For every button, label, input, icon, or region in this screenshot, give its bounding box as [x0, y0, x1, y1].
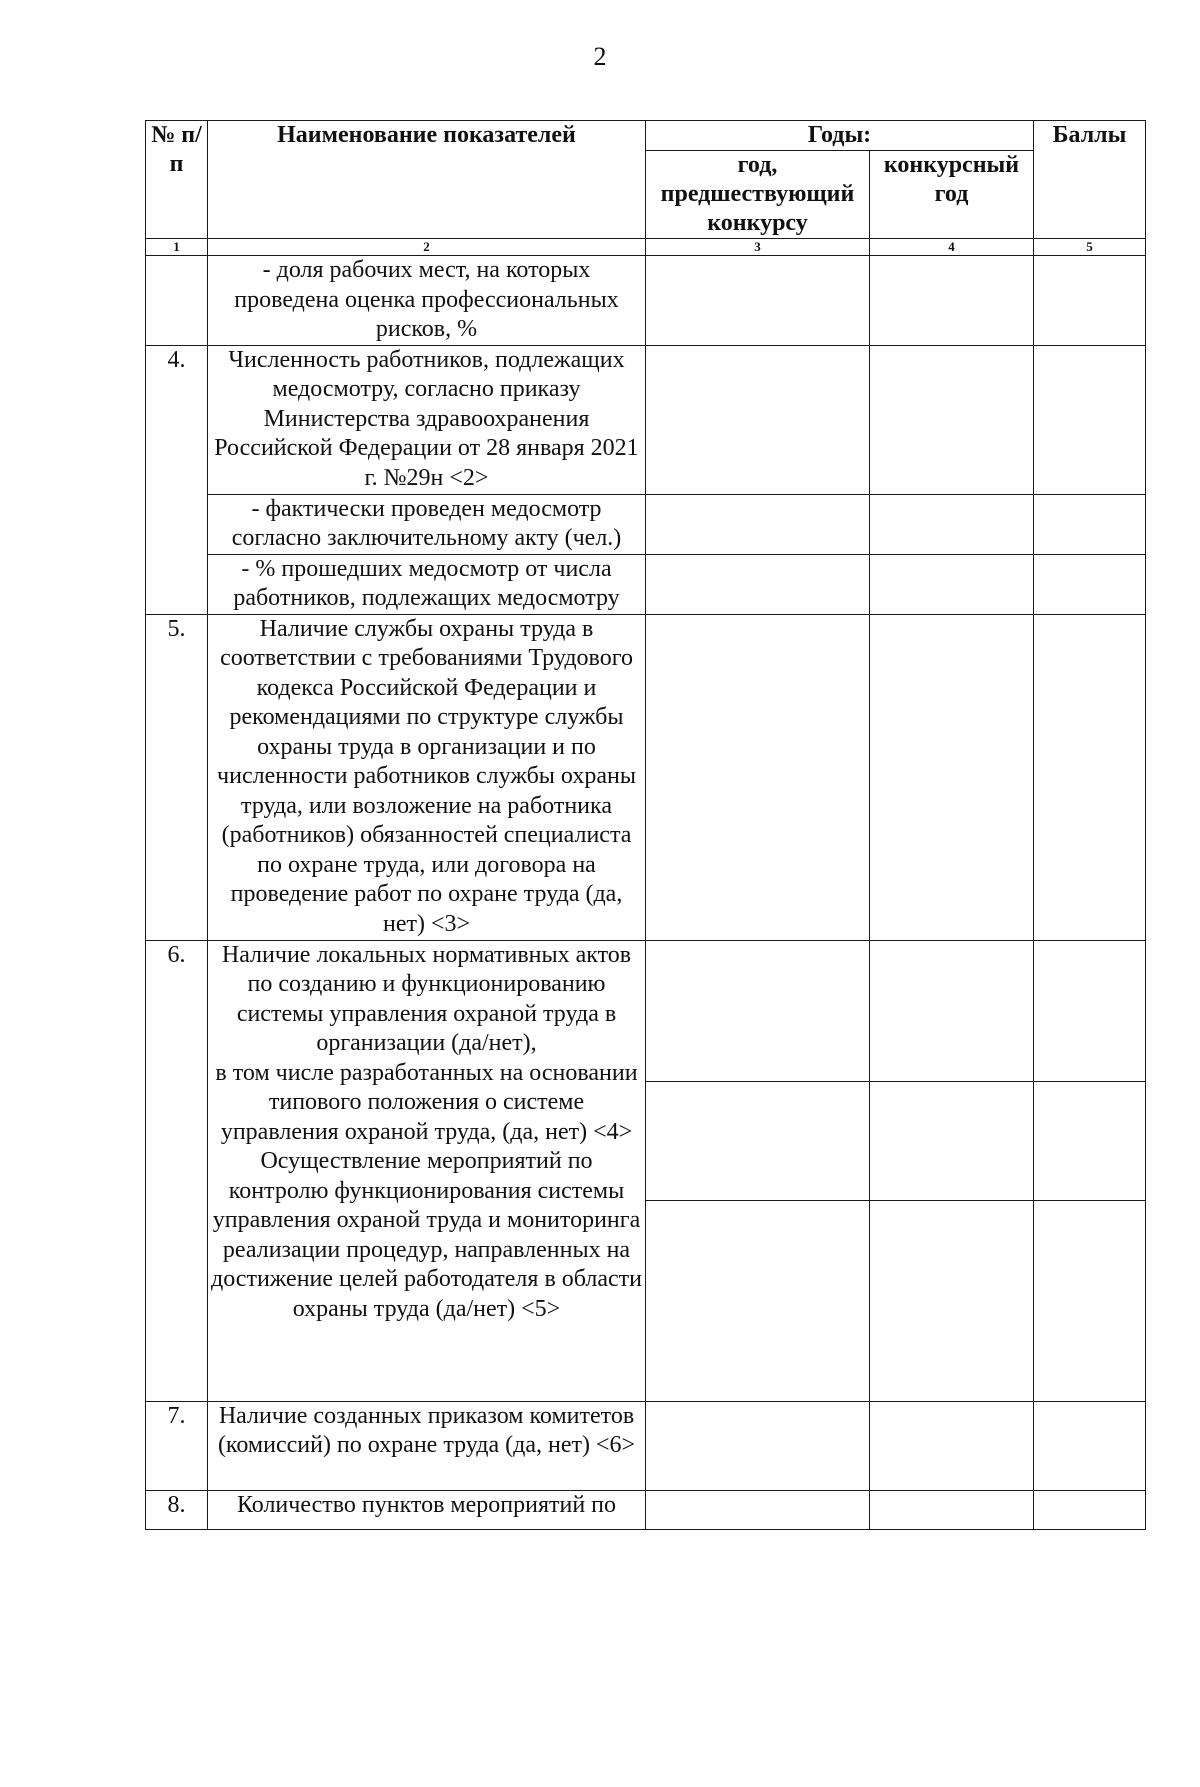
- value-prev-year: [646, 1200, 870, 1401]
- value-contest-year: [870, 1081, 1034, 1200]
- indicators-table: [145, 120, 1146, 1530]
- value-contest-year: [870, 1401, 1034, 1490]
- value-prev-year: [646, 1401, 870, 1490]
- value-prev-year: [646, 256, 870, 346]
- table-row: [146, 614, 1146, 940]
- column-number-1: 1: [146, 239, 208, 256]
- header-indicator-name: Наименование показателей: [208, 121, 646, 239]
- value-prev-year: [646, 614, 870, 940]
- value-prev-year: [646, 345, 870, 494]
- table-row: [146, 940, 1146, 1081]
- value-contest-year: [870, 940, 1034, 1081]
- header-years: Годы:: [646, 121, 1034, 151]
- page-number: 2: [593, 42, 607, 71]
- table-row: [146, 1401, 1146, 1490]
- value-points: [1034, 494, 1146, 554]
- value-contest-year: [870, 614, 1034, 940]
- value-points: [1034, 1401, 1146, 1490]
- value-points: [1034, 345, 1146, 494]
- value-contest-year: [870, 494, 1034, 554]
- header-number: № п/п: [146, 121, 208, 239]
- row-number: 4.: [146, 345, 208, 614]
- value-contest-year: [870, 554, 1034, 614]
- header-previous-year: год, предшествующий конкурсу: [646, 151, 870, 239]
- value-points: [1034, 940, 1146, 1081]
- row-number: 7.: [146, 1401, 208, 1490]
- value-contest-year: [870, 256, 1034, 346]
- row-number-cell: [146, 256, 208, 346]
- management-system-monitoring: Осуществление мероприятий по контролю функционирования системы управления охраной труда и мониторинга реализации процедур, направленных на достижение целей работодателя в области охраны труда (да/нет) <5>: [211, 1148, 643, 1322]
- row-number: 5.: [146, 614, 208, 940]
- local-regulations-existence: Наличие локальных нормативных актов по созданию и функционированию системы управления охраной труда в организации (да/нет),: [221, 941, 632, 1056]
- column-number-4: 4: [870, 239, 1034, 256]
- row-number: 8.: [146, 1490, 208, 1529]
- value-points: [1034, 256, 1146, 346]
- header-points: Баллы: [1034, 121, 1146, 239]
- table-row: [146, 256, 1146, 346]
- column-number-3: 3: [646, 239, 870, 256]
- value-prev-year: [646, 494, 870, 554]
- table-row: [146, 554, 1146, 614]
- value-prev-year: [646, 940, 870, 1081]
- header-contest-year: конкурсный год: [870, 151, 1034, 239]
- labor-safety-committees: Наличие созданных приказом комитетов (комиссий) по охране труда (да, нет) <6>: [208, 1401, 646, 1490]
- value-contest-year: [870, 1200, 1034, 1401]
- risk-assessment-share: - доля рабочих мест, на которых проведена оценка профессиональных рисков, %: [208, 256, 646, 346]
- medical-exam-percent: - % прошедших медосмотр от числа работников, подлежащих медосмотру: [208, 554, 646, 614]
- value-points: [1034, 614, 1146, 940]
- table-row: [146, 494, 1146, 554]
- value-prev-year: [646, 1490, 870, 1529]
- activity-items-count: Количество пунктов мероприятий по: [208, 1490, 646, 1529]
- value-contest-year: [870, 1490, 1034, 1529]
- value-prev-year: [646, 554, 870, 614]
- value-points: [1034, 1200, 1146, 1401]
- local-regulations-typical-provision: в том числе разработанных на основании типового положения о системе управления охраной труда, (да, нет) <4>: [215, 1059, 638, 1145]
- labor-safety-service: Наличие службы охраны труда в соответствии с требованиями Трудового кодекса Российской Федерации и рекомендациями по структуре службы охраны труда в организации и по численности работников службы охраны труда, или возложение на работника (работников) обязанностей специалиста по охране труда, или договора на проведение работ по охране труда (да, нет) <3>: [208, 614, 646, 940]
- value-points: [1034, 1490, 1146, 1529]
- local-regulations: [208, 940, 646, 1401]
- value-points: [1034, 554, 1146, 614]
- row-number: 6.: [146, 940, 208, 1401]
- medical-exam-completed: - фактически проведен медосмотр согласно заключительному акту (чел.): [208, 494, 646, 554]
- column-number-2: 2: [208, 239, 646, 256]
- value-prev-year: [646, 1081, 870, 1200]
- value-points: [1034, 1081, 1146, 1200]
- value-contest-year: [870, 345, 1034, 494]
- column-number-5: 5: [1034, 239, 1146, 256]
- medical-exam-headcount: Численность работников, подлежащих медосмотру, согласно приказу Министерства здравоохранения Российской Федерации от 28 января 2021 г. №29н <2>: [208, 345, 646, 494]
- column-numbers-row: [146, 239, 1146, 256]
- table-row: [146, 345, 1146, 494]
- table-row: [146, 1490, 1146, 1529]
